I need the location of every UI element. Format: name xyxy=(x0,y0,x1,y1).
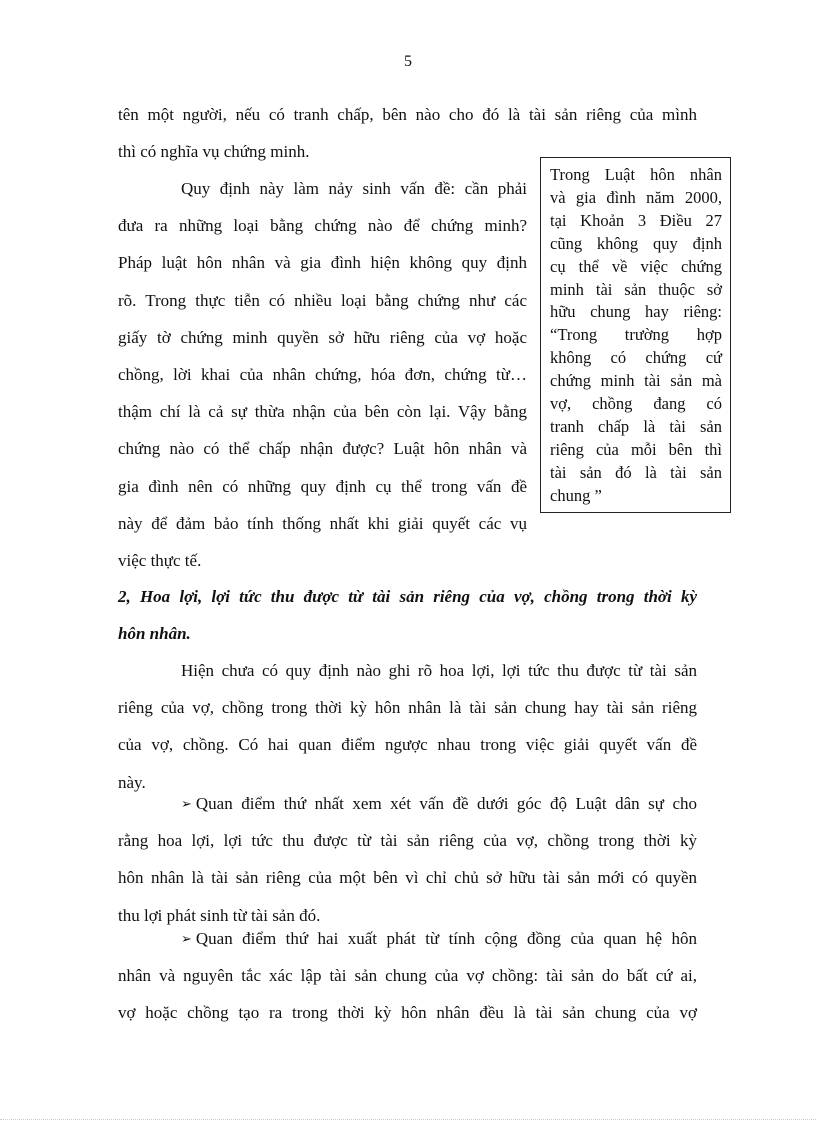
text-line: rõ. Trong thực tiễn có nhiều loại bằng chứng như các xyxy=(118,290,527,310)
text-line: thậm chí là cả sự thừa nhận của bên còn lại. Vậy bằng xyxy=(118,402,527,422)
text-line: của vợ, chồng. Có hai quan điểm ngược nhau trong việc giải quyết vấn đề xyxy=(118,735,697,755)
side-note-line: và gia đình năm 2000, xyxy=(550,187,722,207)
heading-line: hôn nhân. xyxy=(118,624,191,644)
text-line-content: Quan điểm thứ nhất xem xét vấn đề dưới góc độ Luật dân sự cho xyxy=(195,794,697,813)
section-heading xyxy=(118,578,697,652)
text-line: thu lợi phát sinh từ tài sản đó. xyxy=(118,905,321,925)
text-line: hôn nhân là tài sản riêng của một bên vì chỉ chủ sở hữu tài sản mới có quyền xyxy=(118,868,697,888)
side-note-line: tài sản đó là tài sản xyxy=(550,462,722,482)
text-line: Quy định này làm nảy sinh vấn đề: cần phải xyxy=(181,179,527,198)
text-line: chứng nào có thể chấp nhận được? Luật hôn nhân và xyxy=(118,439,527,459)
text-line: này. xyxy=(118,772,146,792)
arrow-bullet-icon: ➢ xyxy=(181,796,192,811)
bullet-paragraph-1 xyxy=(118,785,697,934)
side-note-line: Trong Luật hôn nhân xyxy=(550,165,722,184)
side-note-line: hữu chung hay riêng: xyxy=(550,302,722,322)
text-line: chồng, lời khai của nhân chứng, hóa đơn, chứng từ… xyxy=(118,365,527,385)
side-note-line: chung ” xyxy=(550,485,602,505)
text-line: Hiện chưa có quy định nào ghi rõ hoa lợi, lợi tức thu được từ tài sản xyxy=(181,661,697,680)
left-column-paragraph xyxy=(118,170,527,579)
side-note-line: cũng không quy định xyxy=(550,233,722,253)
text-line xyxy=(118,920,697,957)
heading-line: 2, Hoa lợi, lợi tức thu được từ tài sản riêng của vợ, chồng trong thời kỳ xyxy=(118,587,697,606)
page-number: 5 xyxy=(404,53,412,70)
side-note-line: chứng minh tài sản mà xyxy=(550,371,722,391)
text-line-content: Quan điểm thứ hai xuất phát từ tính cộng đồng của quan hệ hôn xyxy=(195,929,697,948)
text-line: vợ hoặc chồng tạo ra trong thời kỳ hôn nhân đều là tài sản chung của vợ xyxy=(118,1003,697,1023)
bullet-paragraph-2 xyxy=(118,920,697,1032)
side-note-line: không có chứng cứ xyxy=(550,348,722,368)
text-line: việc thực tế. xyxy=(118,551,202,571)
side-note-line: “Trong trường hợp xyxy=(550,325,722,345)
arrow-bullet-icon: ➢ xyxy=(181,931,192,946)
text-line: giấy tờ chứng minh quyền sở hữu riêng của vợ hoặc xyxy=(118,327,527,347)
text-line: thì có nghĩa vụ chứng minh. xyxy=(118,142,310,162)
side-note-box xyxy=(540,157,731,513)
section-paragraph xyxy=(118,652,697,801)
text-line: gia đình nên có những quy định cụ thể trong vấn đề xyxy=(118,476,527,496)
text-line xyxy=(118,785,697,822)
side-note-line: tại Khoản 3 Điều 27 xyxy=(550,210,722,230)
text-line: rằng hoa lợi, lợi tức thu được từ tài sản riêng của vợ, chồng trong thời kỳ xyxy=(118,831,697,851)
side-note-line: riêng của mỗi bên thì xyxy=(550,439,722,459)
text-line: nhân và nguyên tắc xác lập tài sản chung của vợ chồng: tài sản do bất cứ ai, xyxy=(118,966,697,986)
side-note-line: cụ thể về việc chứng xyxy=(550,256,722,276)
text-line: riêng của vợ, chồng trong thời kỳ hôn nhân là tài sản chung hay tài sản riêng xyxy=(118,698,697,718)
side-note-line: vợ, chồng đang có xyxy=(550,394,722,414)
text-line: tên một người, nếu có tranh chấp, bên nào cho đó là tài sản riêng của mình xyxy=(118,105,697,124)
side-note-line: tranh chấp là tài sản xyxy=(550,416,722,436)
page-bottom-divider xyxy=(0,1119,816,1120)
side-note-line: minh tài sản thuộc sở xyxy=(550,279,722,299)
text-line: đưa ra những loại bằng chứng nào để chứng minh? xyxy=(118,216,527,236)
text-line: này để đảm bảo tính thống nhất khi giải quyết các vụ xyxy=(118,513,527,533)
text-line: Pháp luật hôn nhân và gia đình hiện không quy định xyxy=(118,253,527,273)
